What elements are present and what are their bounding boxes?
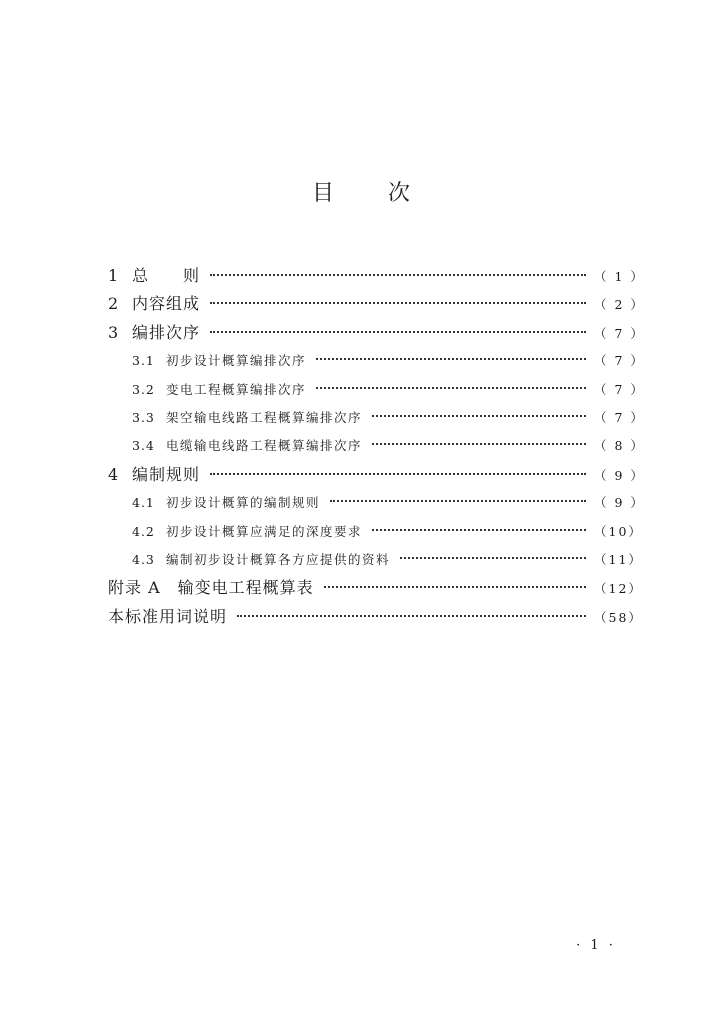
toc-entry-label: 架空输电线路工程概算编排次序	[166, 409, 363, 425]
toc-leader-dots	[316, 387, 586, 389]
toc-entry-label: 初步设计概算编排次序	[166, 353, 307, 369]
toc-leader-dots	[210, 473, 586, 475]
toc-entry-page: （ 7 ）	[594, 353, 645, 369]
toc-entry-number: 3.3	[132, 409, 155, 425]
toc-entry-3[interactable]	[108, 319, 645, 347]
toc-entry-number: 3	[108, 322, 119, 342]
toc-entry-number: 4	[108, 464, 119, 484]
toc-entry-page: （ 2 ）	[594, 297, 645, 313]
toc-leader-dots	[210, 302, 586, 304]
toc-entry-number: 4.1	[132, 495, 155, 511]
toc-entry-page: （12）	[594, 581, 643, 597]
toc-leader-dots	[372, 415, 586, 417]
toc-entry-page: （58）	[594, 609, 643, 625]
toc-entry-label: 初步设计概算应满足的深度要求	[166, 523, 363, 539]
toc-leader-dots	[330, 500, 586, 502]
toc-entry-label: 编制规则	[132, 464, 201, 484]
toc-entry-page: （ 7 ）	[594, 325, 645, 341]
toc-leader-dots	[210, 331, 586, 333]
toc-leader-dots	[324, 586, 586, 588]
toc-entry-number: 2	[108, 294, 119, 314]
toc-entry-number: 3.4	[132, 438, 155, 454]
toc-entry-3-3[interactable]	[108, 404, 645, 432]
table-of-contents	[108, 262, 645, 631]
toc-entry-number: 4.3	[132, 551, 155, 567]
toc-entry-4-1[interactable]	[108, 489, 645, 517]
toc-entry-page: （ 7 ）	[594, 381, 645, 397]
toc-entry-label: 编排次序	[132, 322, 201, 342]
toc-entry-label: 初步设计概算的编制规则	[166, 495, 321, 511]
toc-leader-dots	[372, 529, 586, 531]
toc-entry-2[interactable]	[108, 290, 645, 318]
page-title	[0, 176, 724, 207]
toc-entry-1[interactable]	[108, 262, 645, 290]
toc-entry-page: （10）	[594, 523, 643, 539]
toc-leader-dots	[372, 443, 586, 445]
toc-entry-wording-explanation[interactable]	[108, 603, 643, 631]
toc-entry-3-4[interactable]	[108, 432, 645, 460]
toc-entry-3-2[interactable]	[108, 376, 645, 404]
toc-entry-label: 电缆输电线路工程概算编排次序	[166, 438, 363, 454]
toc-entry-number: 4.2	[132, 523, 155, 539]
page-number: · 1 ·	[576, 938, 616, 953]
toc-entry-4-2[interactable]	[108, 518, 643, 546]
toc-entry-label: 变电工程概算编排次序	[166, 381, 307, 397]
toc-entry-number: 3.2	[132, 381, 155, 397]
toc-entry-label: 内容组成	[132, 294, 201, 314]
toc-entry-4-3[interactable]	[108, 546, 643, 574]
toc-entry-appendix-a[interactable]	[108, 574, 643, 602]
toc-entry-number: 3.1	[132, 353, 155, 369]
toc-leader-dots	[210, 274, 586, 276]
page-title-left: 目	[311, 181, 336, 206]
page-title-right: 次	[388, 181, 413, 206]
toc-leader-dots	[400, 557, 586, 559]
toc-entry-page: （ 1 ）	[594, 269, 645, 284]
toc-entry-label: 附录 A 输变电工程概算表	[108, 578, 314, 598]
toc-entry-page: （ 9 ）	[594, 495, 645, 511]
toc-entry-label: 编制初步设计概算各方应提供的资料	[166, 551, 391, 567]
toc-leader-dots	[316, 358, 586, 360]
toc-leader-dots	[237, 615, 586, 617]
toc-entry-3-1[interactable]	[108, 347, 645, 375]
toc-entry-page: （11）	[594, 551, 643, 567]
toc-entry-4[interactable]	[108, 461, 645, 489]
toc-entry-page: （ 7 ）	[594, 409, 645, 425]
toc-entry-number: 1	[108, 266, 119, 285]
toc-entry-page: （ 8 ）	[594, 438, 645, 454]
toc-entry-label: 总 则	[132, 266, 201, 285]
toc-entry-label: 本标准用词说明	[108, 606, 228, 626]
toc-entry-page: （ 9 ）	[594, 467, 645, 483]
